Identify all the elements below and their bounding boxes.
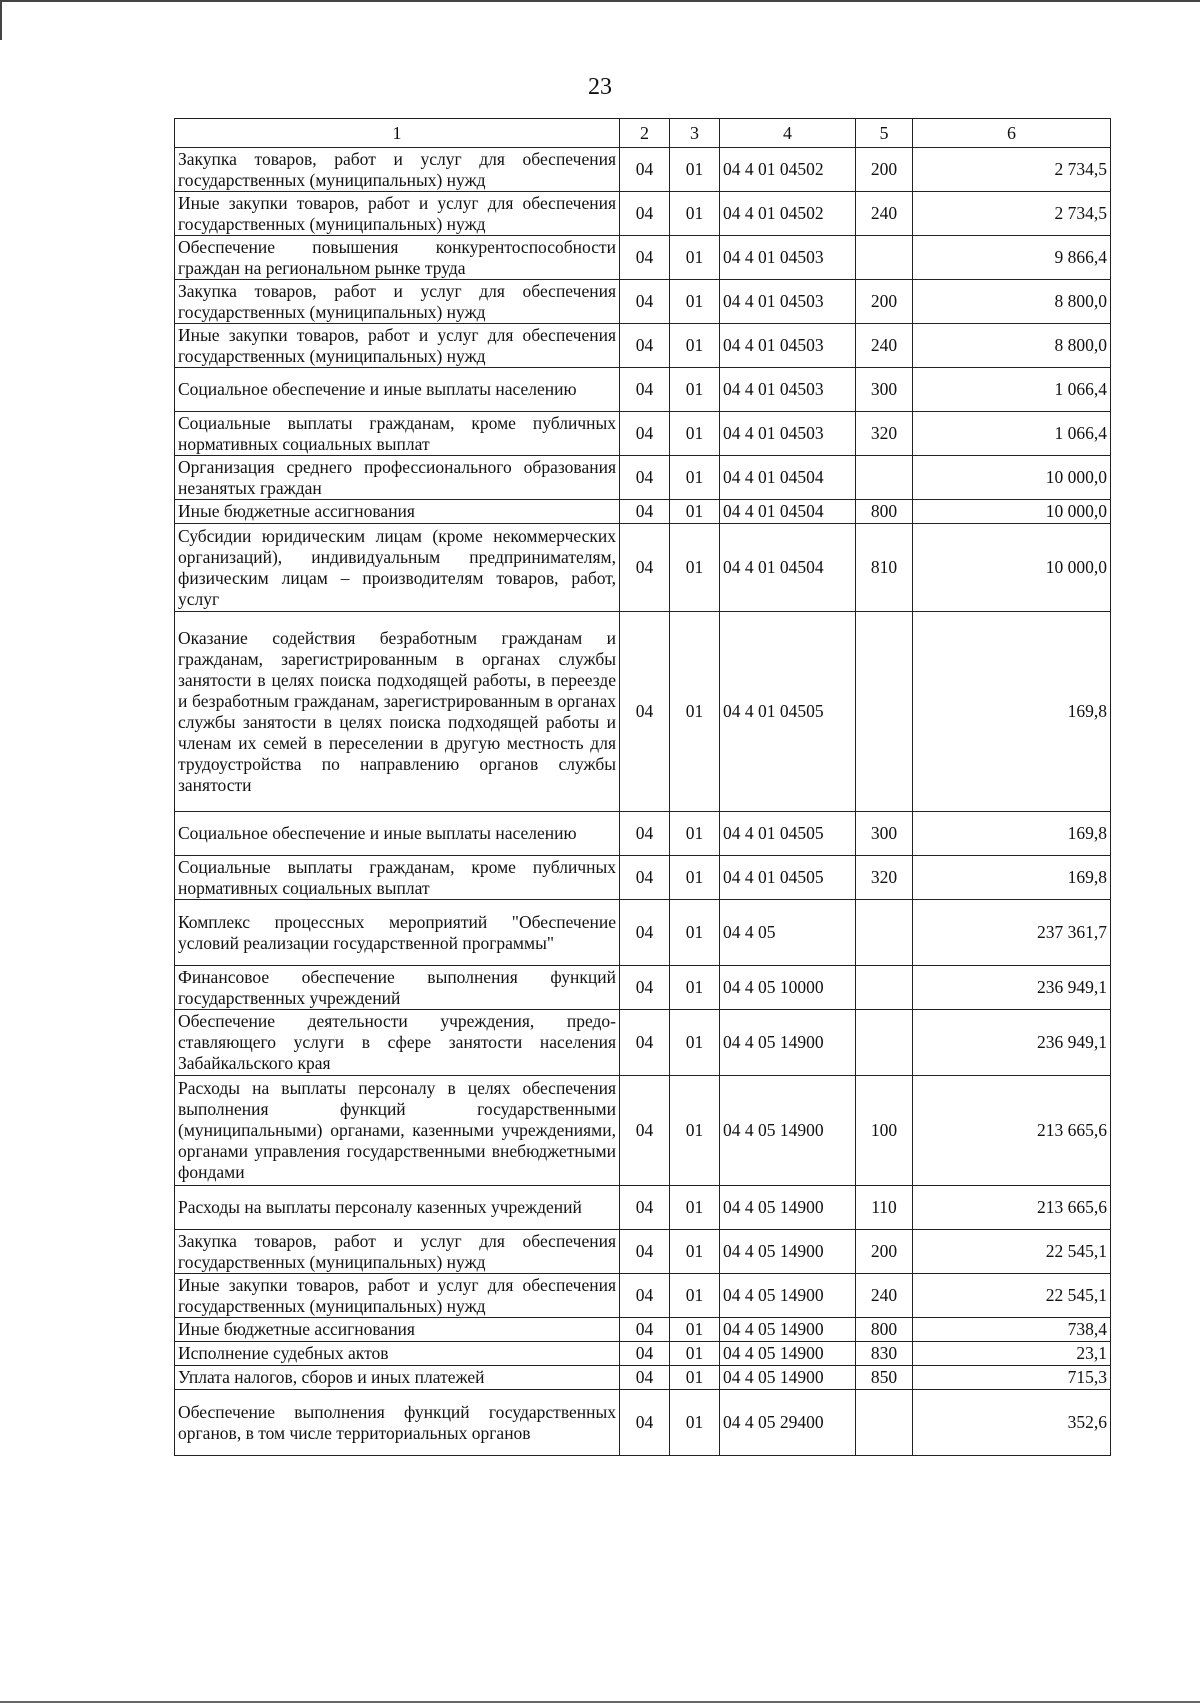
row-section-cell: 04	[620, 1318, 670, 1342]
row-amount-cell: 9 866,4	[913, 236, 1111, 280]
row-amount-cell: 352,6	[913, 1390, 1111, 1456]
row-subsection-cell: 01	[670, 148, 720, 192]
row-section-cell: 04	[620, 456, 670, 500]
row-amount-cell: 22 545,1	[913, 1274, 1111, 1318]
row-name-cell: Социальные выплаты гражданам, кроме публичных нормативных социальных выплат	[175, 412, 620, 456]
row-subsection-cell: 01	[670, 1274, 720, 1318]
row-expense-type-cell: 810	[856, 524, 913, 612]
row-name-cell: Социальное обеспечение и иные выплаты населению	[175, 368, 620, 412]
row-section-cell: 04	[620, 1366, 670, 1390]
row-expense-type-cell: 240	[856, 192, 913, 236]
row-section-cell: 04	[620, 192, 670, 236]
row-expense-type-cell: 830	[856, 1342, 913, 1366]
row-section-cell: 04	[620, 900, 670, 966]
row-amount-cell: 8 800,0	[913, 324, 1111, 368]
table-row	[175, 966, 1111, 1010]
row-name-cell: Обеспечение повышения конкурентоспособности граждан на региональном рынке труда	[175, 236, 620, 280]
table-row	[175, 1230, 1111, 1274]
row-target-code-cell: 04 4 01 04503	[720, 236, 856, 280]
column-header-target-code: 4	[720, 119, 856, 148]
row-name-cell: Субсидии юридическим лицам (кроме некоммерческих организаций), индивидуальным предпринимателям, физическим лицам – производителям товаров, работ, услуг	[175, 524, 620, 612]
row-target-code-cell: 04 4 01 04503	[720, 280, 856, 324]
row-section-cell: 04	[620, 812, 670, 856]
row-section-cell: 04	[620, 612, 670, 812]
table-row	[175, 1366, 1111, 1390]
row-expense-type-cell: 320	[856, 412, 913, 456]
row-expense-type-cell: 200	[856, 148, 913, 192]
row-expense-type-cell	[856, 1390, 913, 1456]
row-target-code-cell: 04 4 05 14900	[720, 1274, 856, 1318]
row-expense-type-cell	[856, 456, 913, 500]
row-name-cell: Иные закупки товаров, работ и услуг для обеспечения государственных (муниципальных) нужд	[175, 192, 620, 236]
row-section-cell: 04	[620, 1342, 670, 1366]
row-expense-type-cell: 240	[856, 324, 913, 368]
row-target-code-cell: 04 4 01 04502	[720, 148, 856, 192]
row-expense-type-cell: 240	[856, 1274, 913, 1318]
row-subsection-cell: 01	[670, 856, 720, 900]
row-name-cell: Иные бюджетные ассигнования	[175, 500, 620, 524]
row-subsection-cell: 01	[670, 280, 720, 324]
row-target-code-cell: 04 4 01 04505	[720, 856, 856, 900]
row-subsection-cell: 01	[670, 456, 720, 500]
row-subsection-cell: 01	[670, 412, 720, 456]
row-section-cell: 04	[620, 324, 670, 368]
row-amount-cell: 2 734,5	[913, 192, 1111, 236]
table-row	[175, 524, 1111, 612]
row-amount-cell: 10 000,0	[913, 500, 1111, 524]
row-subsection-cell: 01	[670, 612, 720, 812]
row-subsection-cell: 01	[670, 1186, 720, 1230]
row-amount-cell: 738,4	[913, 1318, 1111, 1342]
table-row	[175, 280, 1111, 324]
bottom-scan-edge	[0, 1701, 1200, 1703]
row-target-code-cell: 04 4 01 04504	[720, 524, 856, 612]
row-target-code-cell: 04 4 01 04503	[720, 368, 856, 412]
row-name-cell: Закупка товаров, работ и услуг для обеспечения государственных (муниципальных) нужд	[175, 1230, 620, 1274]
row-expense-type-cell: 300	[856, 812, 913, 856]
row-amount-cell: 213 665,6	[913, 1186, 1111, 1230]
table-row	[175, 192, 1111, 236]
row-amount-cell: 715,3	[913, 1366, 1111, 1390]
table-row	[175, 900, 1111, 966]
row-subsection-cell: 01	[670, 324, 720, 368]
column-header-expense-type: 5	[856, 119, 913, 148]
row-target-code-cell: 04 4 01 04505	[720, 812, 856, 856]
row-amount-cell: 2 734,5	[913, 148, 1111, 192]
row-section-cell: 04	[620, 368, 670, 412]
row-section-cell: 04	[620, 856, 670, 900]
row-name-cell: Финансовое обеспечение выполнения функций государственных учреждений	[175, 966, 620, 1010]
row-expense-type-cell: 850	[856, 1366, 913, 1390]
table-row	[175, 1186, 1111, 1230]
row-subsection-cell: 01	[670, 1390, 720, 1456]
row-expense-type-cell: 100	[856, 1076, 913, 1186]
table-row	[175, 500, 1111, 524]
table-row	[175, 612, 1111, 812]
row-name-cell: Уплата налогов, сборов и иных платежей	[175, 1366, 620, 1390]
row-target-code-cell: 04 4 05 14900	[720, 1010, 856, 1076]
table-row	[175, 1390, 1111, 1456]
row-target-code-cell: 04 4 05 14900	[720, 1318, 856, 1342]
row-expense-type-cell: 800	[856, 500, 913, 524]
row-section-cell: 04	[620, 524, 670, 612]
row-expense-type-cell	[856, 900, 913, 966]
row-target-code-cell: 04 4 05 10000	[720, 966, 856, 1010]
table-row	[175, 412, 1111, 456]
row-amount-cell: 236 949,1	[913, 1010, 1111, 1076]
row-section-cell: 04	[620, 1076, 670, 1186]
table-row	[175, 148, 1111, 192]
row-name-cell: Оказание содействия безработным гражданам и гражданам, зарегистрированным в органах службы занятости в целях поиска подходящей работы, в переезде и безработным гражданам, зарегистрированным в органах службы занятости в целях поиска подходящей работы и членам их семей в переселении в другую местность для трудоустройства по направлению органов службы занятости	[175, 612, 620, 812]
budget-table	[174, 118, 1111, 1456]
row-expense-type-cell: 800	[856, 1318, 913, 1342]
row-name-cell: Организация среднего профессионального образования незанятых граждан	[175, 456, 620, 500]
row-expense-type-cell	[856, 1010, 913, 1076]
row-name-cell: Расходы на выплаты персоналу в целях обеспечения выполнения функций государственными (муниципальными) органами, казенными учреждениями, органами управления государственными внебюджетными фондами	[175, 1076, 620, 1186]
row-section-cell: 04	[620, 148, 670, 192]
row-subsection-cell: 01	[670, 368, 720, 412]
table-row	[175, 812, 1111, 856]
row-subsection-cell: 01	[670, 966, 720, 1010]
row-expense-type-cell	[856, 612, 913, 812]
row-amount-cell: 1 066,4	[913, 368, 1111, 412]
row-name-cell: Расходы на выплаты персоналу казенных учреждений	[175, 1186, 620, 1230]
table-row	[175, 236, 1111, 280]
top-scan-edge	[0, 0, 1200, 2]
row-target-code-cell: 04 4 05 29400	[720, 1390, 856, 1456]
row-target-code-cell: 04 4 01 04503	[720, 412, 856, 456]
row-name-cell: Иные закупки товаров, работ и услуг для обеспечения государственных (муниципальных) нужд	[175, 324, 620, 368]
left-scan-edge	[0, 0, 2, 40]
table-header-row	[175, 119, 1111, 148]
table-row	[175, 856, 1111, 900]
row-section-cell: 04	[620, 412, 670, 456]
row-name-cell: Иные бюджетные ассигнования	[175, 1318, 620, 1342]
row-target-code-cell: 04 4 05 14900	[720, 1186, 856, 1230]
row-expense-type-cell: 200	[856, 1230, 913, 1274]
table-row	[175, 456, 1111, 500]
row-section-cell: 04	[620, 500, 670, 524]
row-expense-type-cell: 110	[856, 1186, 913, 1230]
row-name-cell: Обеспечение деятельности учреждения, предоставляющего услуги в сфере занятости населения Забайкальского края	[175, 1010, 620, 1076]
column-header-section: 2	[620, 119, 670, 148]
row-name-cell: Иные закупки товаров, работ и услуг для обеспечения государственных (муниципальных) нужд	[175, 1274, 620, 1318]
row-amount-cell: 169,8	[913, 812, 1111, 856]
row-name-cell: Комплекс процессных мероприятий "Обеспечение условий реализации государственной программы"	[175, 900, 620, 966]
row-section-cell: 04	[620, 966, 670, 1010]
row-name-cell: Закупка товаров, работ и услуг для обеспечения государственных (муниципальных) нужд	[175, 148, 620, 192]
row-amount-cell: 10 000,0	[913, 524, 1111, 612]
row-subsection-cell: 01	[670, 1366, 720, 1390]
row-amount-cell: 169,8	[913, 856, 1111, 900]
row-target-code-cell: 04 4 05 14900	[720, 1342, 856, 1366]
row-amount-cell: 10 000,0	[913, 456, 1111, 500]
row-name-cell: Закупка товаров, работ и услуг для обеспечения государственных (муниципальных) нужд	[175, 280, 620, 324]
row-expense-type-cell: 300	[856, 368, 913, 412]
column-header-amount: 6	[913, 119, 1111, 148]
row-amount-cell: 213 665,6	[913, 1076, 1111, 1186]
row-name-cell: Социальное обеспечение и иные выплаты населению	[175, 812, 620, 856]
row-subsection-cell: 01	[670, 1342, 720, 1366]
row-section-cell: 04	[620, 1010, 670, 1076]
row-target-code-cell: 04 4 01 04503	[720, 324, 856, 368]
column-header-subsection: 3	[670, 119, 720, 148]
row-name-cell: Обеспечение выполнения функций государственных органов, в том числе территориальных органов	[175, 1390, 620, 1456]
row-expense-type-cell: 320	[856, 856, 913, 900]
row-amount-cell: 8 800,0	[913, 280, 1111, 324]
page-number: 23	[588, 74, 612, 100]
row-amount-cell: 1 066,4	[913, 412, 1111, 456]
table-row	[175, 1274, 1111, 1318]
row-name-cell: Социальные выплаты гражданам, кроме публичных нормативных социальных выплат	[175, 856, 620, 900]
row-target-code-cell: 04 4 05	[720, 900, 856, 966]
row-section-cell: 04	[620, 1186, 670, 1230]
row-subsection-cell: 01	[670, 1318, 720, 1342]
row-amount-cell: 236 949,1	[913, 966, 1111, 1010]
row-subsection-cell: 01	[670, 1230, 720, 1274]
row-subsection-cell: 01	[670, 524, 720, 612]
row-amount-cell: 23,1	[913, 1342, 1111, 1366]
row-target-code-cell: 04 4 05 14900	[720, 1076, 856, 1186]
row-subsection-cell: 01	[670, 500, 720, 524]
row-target-code-cell: 04 4 05 14900	[720, 1366, 856, 1390]
table-row	[175, 324, 1111, 368]
row-amount-cell: 237 361,7	[913, 900, 1111, 966]
row-section-cell: 04	[620, 280, 670, 324]
row-subsection-cell: 01	[670, 900, 720, 966]
row-section-cell: 04	[620, 1274, 670, 1318]
row-amount-cell: 169,8	[913, 612, 1111, 812]
row-subsection-cell: 01	[670, 192, 720, 236]
row-amount-cell: 22 545,1	[913, 1230, 1111, 1274]
table-row	[175, 1076, 1111, 1186]
row-target-code-cell: 04 4 05 14900	[720, 1230, 856, 1274]
table-row	[175, 1342, 1111, 1366]
row-expense-type-cell	[856, 236, 913, 280]
table-row	[175, 1010, 1111, 1076]
row-target-code-cell: 04 4 01 04502	[720, 192, 856, 236]
row-subsection-cell: 01	[670, 1010, 720, 1076]
row-target-code-cell: 04 4 01 04504	[720, 500, 856, 524]
row-subsection-cell: 01	[670, 236, 720, 280]
row-section-cell: 04	[620, 236, 670, 280]
row-section-cell: 04	[620, 1390, 670, 1456]
table-row	[175, 1318, 1111, 1342]
table-row	[175, 368, 1111, 412]
row-expense-type-cell	[856, 966, 913, 1010]
row-expense-type-cell: 200	[856, 280, 913, 324]
row-section-cell: 04	[620, 1230, 670, 1274]
row-subsection-cell: 01	[670, 1076, 720, 1186]
row-subsection-cell: 01	[670, 812, 720, 856]
column-header-name: 1	[175, 119, 620, 148]
row-target-code-cell: 04 4 01 04505	[720, 612, 856, 812]
row-target-code-cell: 04 4 01 04504	[720, 456, 856, 500]
row-name-cell: Исполнение судебных актов	[175, 1342, 620, 1366]
